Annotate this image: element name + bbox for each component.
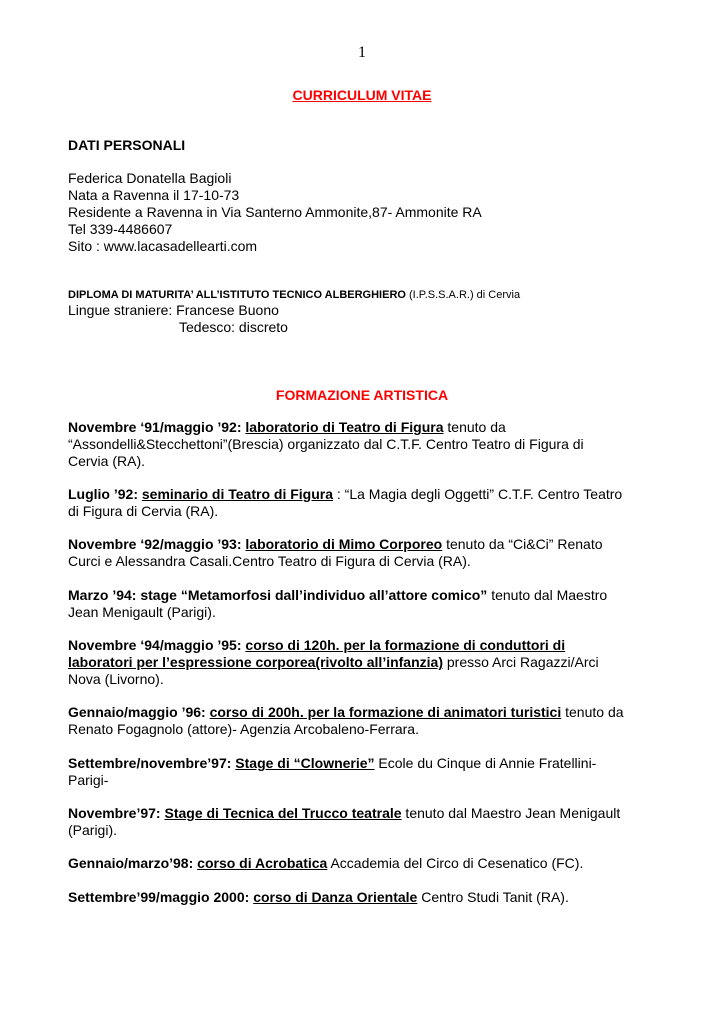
personal-name: Federica Donatella Bagioli	[68, 170, 232, 186]
page-number: 1	[358, 44, 366, 61]
training-entry: Settembre’99/maggio 2000: corso di Danza Orientale Centro Studi Tanit (RA).	[68, 889, 569, 905]
personal-address: Residente a Ravenna in Via Santerno Ammonite,87- Ammonite RA	[68, 204, 482, 220]
training-entry: Novembre ‘91/maggio ’92: laboratorio di Teatro di Figura tenuto da “Assondelli&Stecchettoni”(Brescia) organizzato dal C.T.F. Centro Teatro di Figura di Cervia (RA).	[68, 419, 584, 469]
training-heading: FORMAZIONE ARTISTICA	[275, 387, 449, 403]
personal-website: Sito : www.lacasadellearti.com	[68, 238, 258, 254]
personal-details	[68, 170, 668, 255]
languages-line-1: Lingue straniere: Francese Buono	[68, 302, 279, 318]
personal-phone: Tel 339-4486607	[68, 221, 173, 237]
personal-heading: DATI PERSONALI	[68, 137, 186, 153]
personal-birth: Nata a Ravenna il 17-10-73	[68, 187, 240, 203]
languages-line-2: Tedesco: discreto	[179, 319, 288, 335]
languages	[68, 302, 668, 336]
training-entry: Gennaio/maggio ’96: corso di 200h. per la formazione di animatori turistici tenuto da Renato Fogagnolo (attore)- Agenzia Arcobaleno-Ferrara.	[68, 704, 624, 737]
diploma-rest: (I.P.S.S.A.R.) di Cervia	[405, 289, 521, 301]
document-title: CURRICULUM VITAE	[292, 87, 432, 103]
training-entry: Settembre/novembre’97: Stage di “Clownerie” Ecole du Cinque di Annie Fratellini- Parigi-	[68, 755, 597, 788]
training-entry: Gennaio/marzo’98: corso di Acrobatica Accademia del Circo di Cesenatico (FC).	[68, 855, 584, 871]
diploma-title: DIPLOMA DI MATURITA’ ALL’ISTITUTO TECNICO ALBERGHIERO	[68, 289, 406, 301]
training-entry: Novembre ‘94/maggio ’95: corso di 120h. per la formazione di conduttori di laboratori per l’espressione corporea(rivolto all’infanzia) presso Arci Ragazzi/Arci Nova (Livorno).	[68, 637, 599, 687]
training-entry: Luglio ’92: seminario di Teatro di Figura : “La Magia degli Oggetti” C.T.F. Centro Teatro di Figura di Cervia (RA).	[68, 486, 623, 519]
training-entry: Novembre ‘92/maggio ’93: laboratorio di Mimo Corporeo tenuto da “Ci&Ci” Renato Curci e Alessandra Casali.Centro Teatro di Figura di Cervia (RA).	[68, 536, 603, 569]
training-entry: Marzo ’94: stage “Metamorfosi dall’individuo all’attore comico” tenuto dal Maestro Jean Menigault (Parigi).	[68, 587, 608, 620]
training-entry: Novembre’97: Stage di Tecnica del Trucco teatrale tenuto dal Maestro Jean Menigault (Parigi).	[68, 805, 621, 838]
